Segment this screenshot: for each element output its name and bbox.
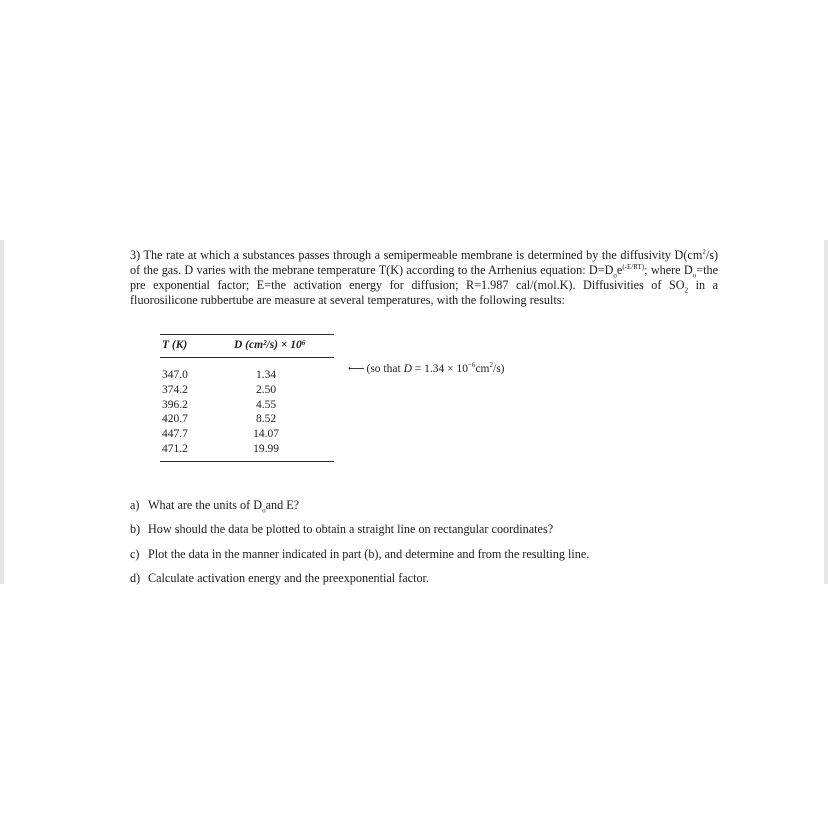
question-item [130, 566, 718, 590]
table-row [160, 442, 334, 461]
note-variable: D [403, 363, 412, 375]
note-text: cm [475, 363, 490, 375]
superscript: 2 [702, 247, 706, 256]
question-item [130, 542, 718, 566]
question-text: What are the units of D [148, 498, 263, 512]
table-row [160, 427, 334, 442]
question-label: c) [130, 546, 140, 561]
problem-statement [130, 248, 718, 308]
cell-temperature: 374.2 [162, 383, 188, 396]
exponent: (-E/RT) [622, 262, 645, 271]
question-label: a) [130, 498, 140, 512]
note-exponent: −6 [467, 361, 476, 370]
cell-temperature: 396.2 [162, 398, 188, 411]
problem-text-6: in a fluorosilicone rubbertube are measure at several temperatures, with the following results: [130, 278, 719, 307]
cell-temperature: 347.0 [162, 369, 188, 381]
note-text: (so that [366, 363, 404, 375]
table-row [160, 398, 334, 413]
note-exponent: 2 [489, 361, 493, 370]
problem-text-2: /s) of the gas. D varies with the mebrane temperature T(K) according to the Arrhenius equation: D=D [130, 248, 718, 277]
table-row [160, 383, 334, 398]
problem-text-4: ; where D [644, 263, 693, 277]
question-label: b) [130, 522, 141, 537]
cell-diffusivity: 14.07 [253, 428, 279, 441]
subscript: o [613, 271, 617, 280]
left-arrow-icon: ⟵ [348, 363, 365, 375]
subscript: 2 [684, 286, 689, 295]
left-edge-shadow [0, 240, 4, 584]
question-label: d) [130, 570, 141, 585]
question-text: and E? [265, 498, 300, 512]
header-temperature: T (K) [160, 335, 228, 358]
question-list [130, 493, 718, 590]
cell-diffusivity: 8.52 [255, 413, 277, 426]
question-text: Plot the data in the manner indicated in part (b), and determine and from the resulting line. [148, 546, 590, 561]
cell-temperature: 471.2 [160, 442, 228, 461]
diffusivity-table-block [160, 334, 560, 462]
question-text: Calculate activation energy and the preexponential factor. [148, 570, 429, 585]
question-item [130, 517, 718, 541]
cell-diffusivity: 4.55 [255, 398, 277, 411]
cell-temperature: 447.7 [162, 428, 188, 441]
note-text: /s) [493, 363, 505, 375]
cell-diffusivity: 1.34 [255, 369, 277, 381]
right-edge-shadow [824, 240, 828, 584]
header-diffusivity: D (cm²/s) × 10⁶ [228, 335, 334, 358]
cell-temperature: 420.7 [162, 413, 188, 426]
subscript: o [692, 271, 697, 280]
subscript: o [262, 506, 266, 515]
note-text: = 1.34 × 10 [411, 363, 468, 375]
problem-text-3: e [616, 263, 623, 277]
cell-diffusivity: 2.50 [255, 383, 277, 396]
table-footnote [348, 361, 505, 375]
problem-text-5: =the pre exponential factor; E=the activation energy for diffusion; R=1.987 cal/(mol.K). Diffusivities of SO [130, 263, 718, 292]
table-header-row [160, 335, 334, 358]
table-row [160, 412, 334, 427]
question-item [130, 493, 718, 517]
question-text: How should the data be plotted to obtain a straight line on rectangular coordinates? [148, 522, 554, 537]
table-row [160, 358, 334, 383]
problem-text-1: 3) The rate at which a substances passes through a semipermeable membrane is determined by the diffusivity D(cm [130, 248, 703, 262]
cell-diffusivity: 19.99 [228, 442, 334, 461]
diffusivity-table [160, 334, 334, 462]
